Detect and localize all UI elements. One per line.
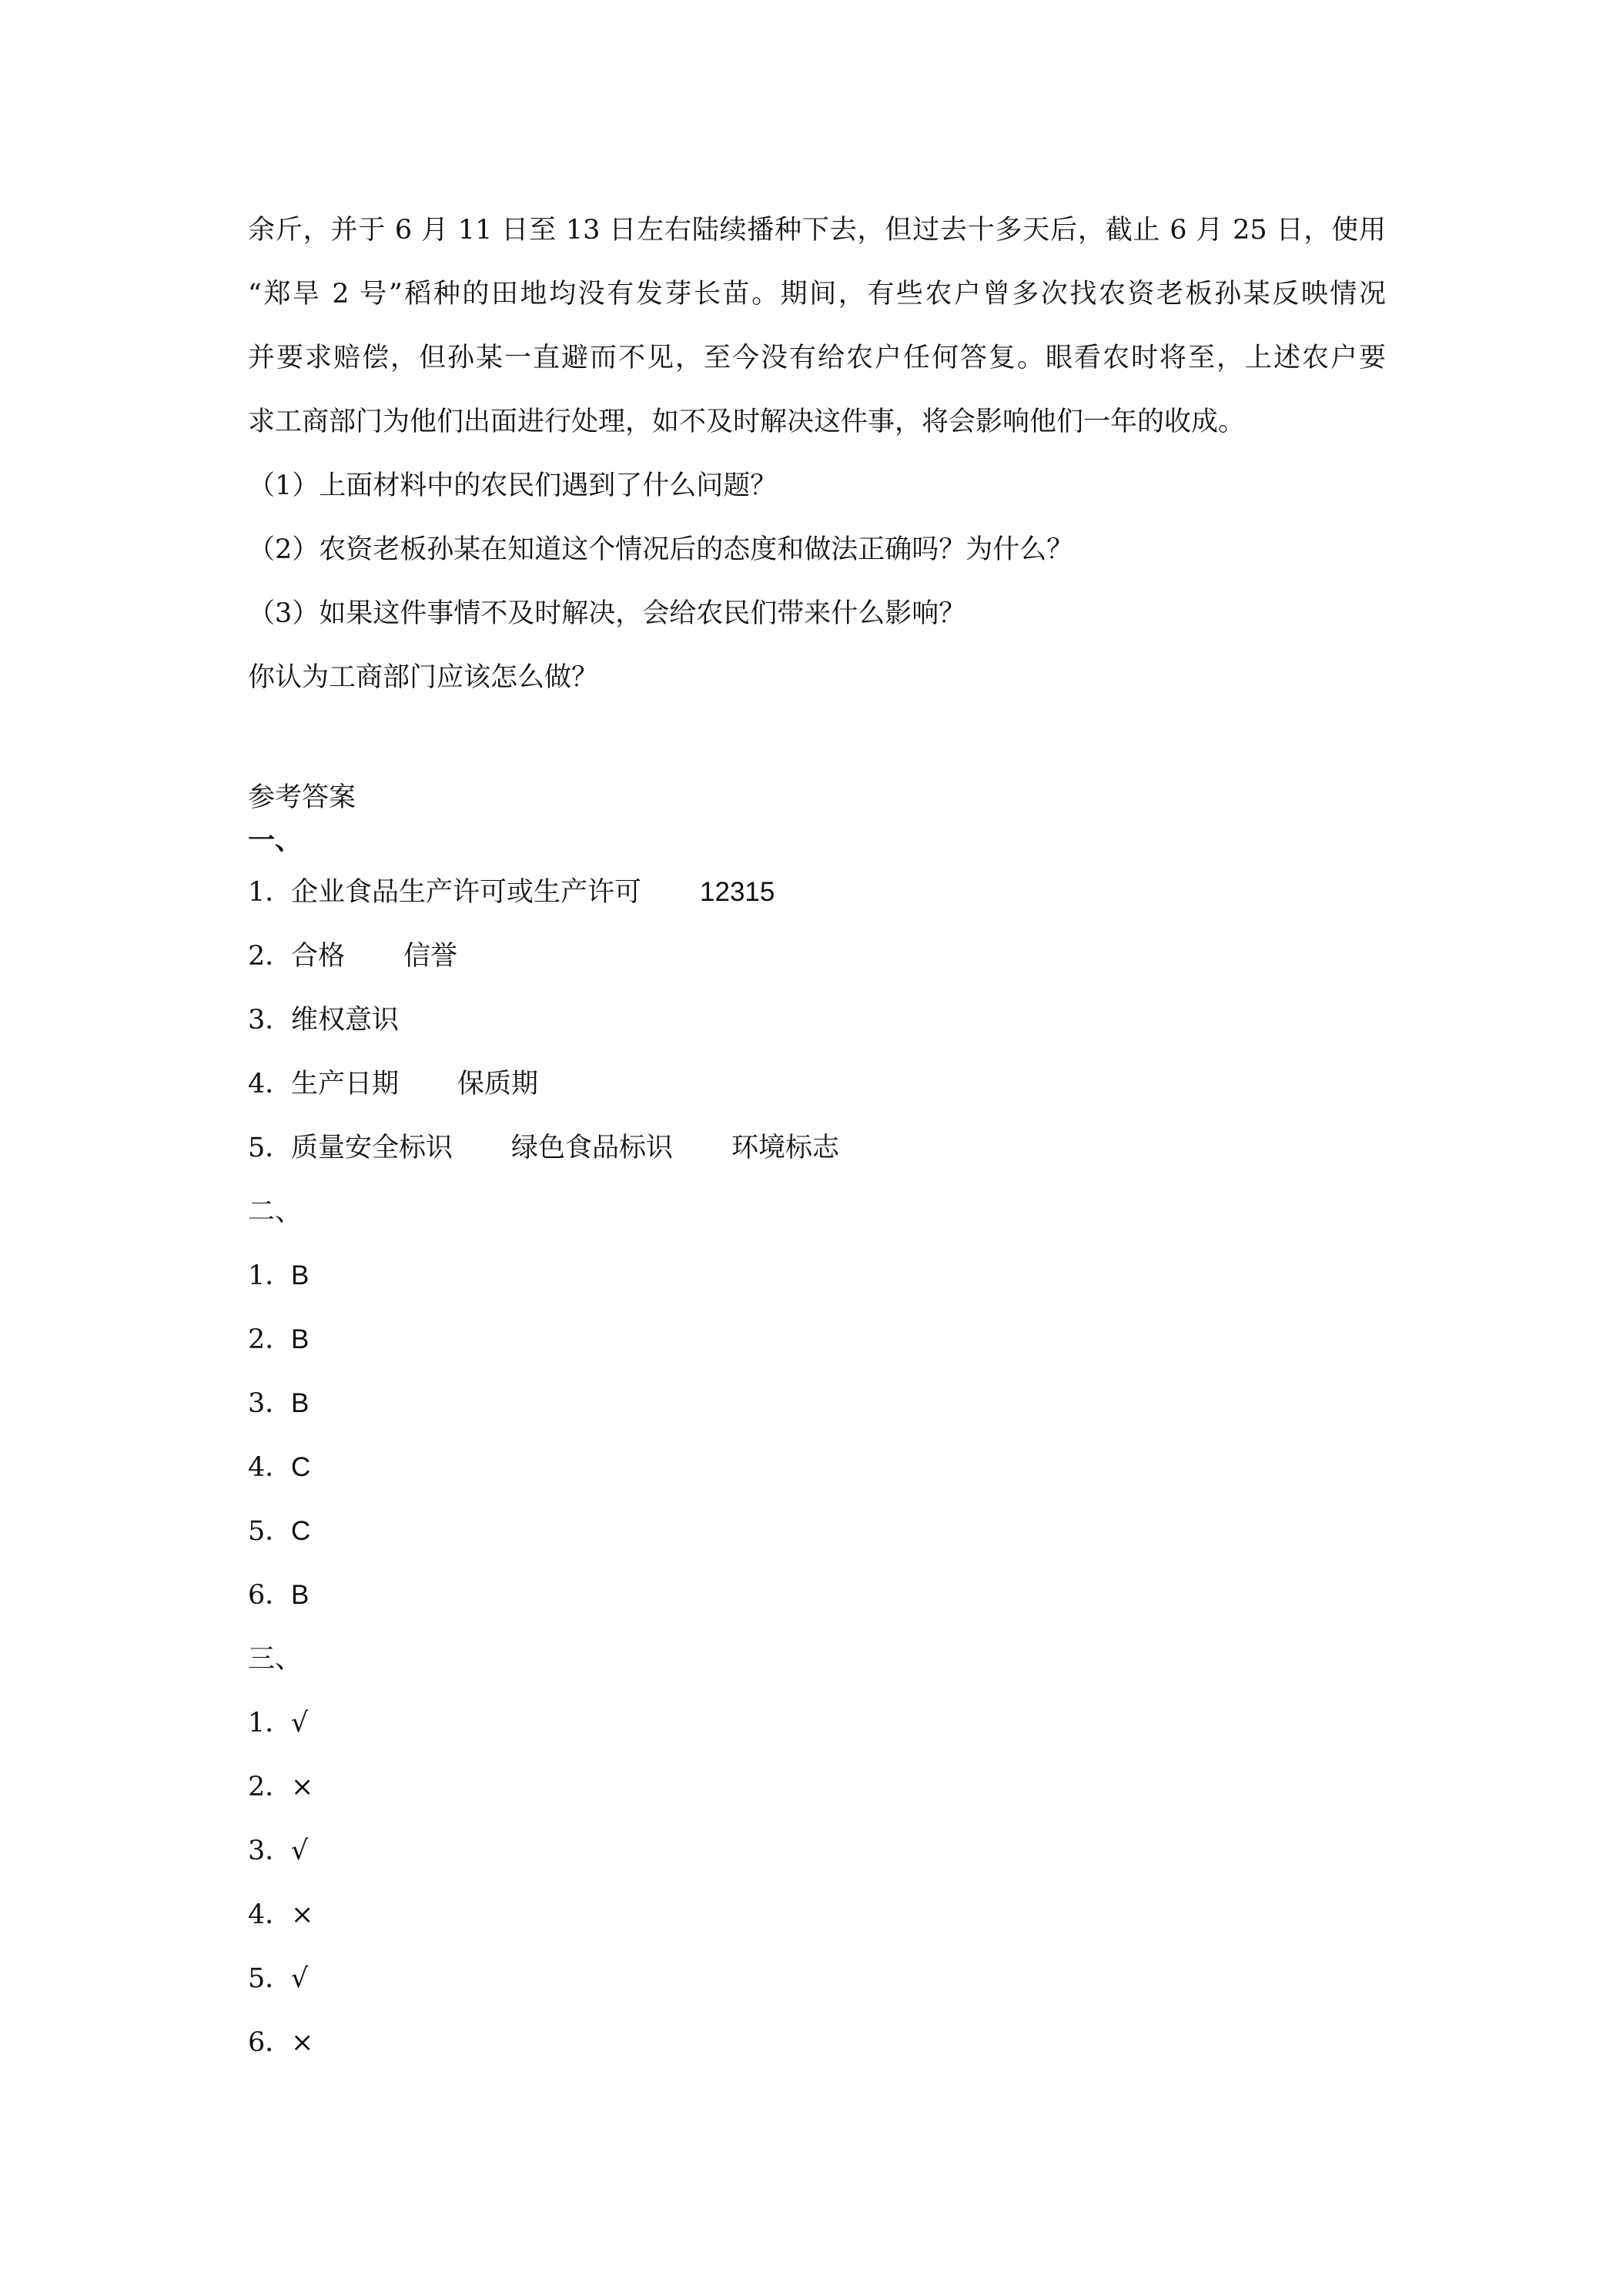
answer-1-5 xyxy=(248,1130,839,1166)
answer-number: 2． xyxy=(248,1324,293,1355)
answer-value: C xyxy=(291,1516,311,1546)
answer-number: 1． xyxy=(248,1260,293,1291)
answer-number: 5． xyxy=(248,1133,293,1163)
answer-value: B xyxy=(291,1388,310,1418)
answer-number: 2． xyxy=(248,1772,293,1802)
question-3: （3）如果这件事情不及时解决，会给农民们带来什么影响？ xyxy=(248,598,966,629)
section-1-label: 一、 xyxy=(248,825,303,856)
answer-part: 环境标志 xyxy=(731,1133,840,1163)
answer-number: 2． xyxy=(248,941,293,972)
answer-2-5 xyxy=(248,1513,310,1550)
answer-number: 3． xyxy=(248,1836,293,1866)
answer-part: 信誉 xyxy=(403,941,458,972)
passage-line: 求工商部门为他们出面进行处理，如不及时解决这件事，将会影响他们一年的收成。 xyxy=(248,407,1246,437)
answer-part: 12315 xyxy=(700,877,775,907)
question-1: （1）上面材料中的农民们遇到了什么问题？ xyxy=(248,470,778,501)
answer-part: 企业食品生产许可或生产许可 xyxy=(291,877,642,908)
answer-number: 6． xyxy=(248,1580,293,1611)
answer-part: 生产日期 xyxy=(291,1069,400,1099)
cross-mark: × xyxy=(291,2027,314,2058)
cross-mark: × xyxy=(291,1772,314,1802)
cross-mark: × xyxy=(291,1899,314,1930)
answer-part: 合格 xyxy=(291,941,346,972)
question-2: （2）农资老板孙某在知道这个情况后的态度和做法正确吗？为什么？ xyxy=(248,534,1074,565)
answer-number: 3． xyxy=(248,1388,293,1419)
passage-line: 余斤，并于 6 月 11 日至 13 日左右陆续播种下去，但过去十多天后，截止 6 月 25 日，使用 xyxy=(248,215,1386,246)
answer-3-6 xyxy=(248,2024,313,2061)
answer-number: 1． xyxy=(248,877,293,908)
answer-3-4 xyxy=(248,1896,313,1933)
answer-value: B xyxy=(291,1260,310,1290)
answer-1-1 xyxy=(248,874,775,911)
answer-part: 保质期 xyxy=(457,1069,539,1099)
answer-part: 维权意识 xyxy=(291,1005,400,1036)
answer-number: 6． xyxy=(248,2027,293,2058)
check-mark: √ xyxy=(291,1963,309,1994)
section-3-label: 三、 xyxy=(248,1644,303,1675)
answer-number: 5． xyxy=(248,1516,293,1547)
answer-2-3 xyxy=(248,1385,309,1422)
answer-3-2 xyxy=(248,1769,313,1806)
check-mark: √ xyxy=(291,1708,309,1739)
answer-2-2 xyxy=(248,1321,309,1358)
answer-3-3 xyxy=(248,1832,308,1869)
answer-number: 4． xyxy=(248,1069,293,1099)
answer-value: C xyxy=(291,1452,311,1482)
answer-2-1 xyxy=(248,1257,309,1294)
answer-number: 5． xyxy=(248,1963,293,1994)
answer-1-2 xyxy=(248,938,457,975)
check-mark: √ xyxy=(291,1836,309,1866)
passage-line: “郑旱 2 号”稻种的田地均没有发芽长苗。期间，有些农户曾多次找农资老板孙某反映情况 xyxy=(248,279,1386,310)
section-2-label: 二、 xyxy=(248,1197,303,1227)
answer-number: 4． xyxy=(248,1899,293,1930)
answer-number: 3． xyxy=(248,1005,293,1036)
question-4: 你认为工商部门应该怎么做？ xyxy=(248,662,599,693)
answer-value: B xyxy=(291,1324,310,1354)
answer-2-4 xyxy=(248,1449,310,1486)
passage-line: 并要求赔偿，但孙某一直避而不见，至今没有给农户任何答复。眼看农时将至，上述农户要 xyxy=(248,343,1386,373)
answer-1-3 xyxy=(248,1002,399,1039)
answer-part: 绿色食品标识 xyxy=(511,1133,674,1163)
answer-value: B xyxy=(291,1580,310,1610)
answer-3-5 xyxy=(248,1960,308,1997)
answer-1-4 xyxy=(248,1066,538,1103)
answer-part: 质量安全标识 xyxy=(291,1133,453,1163)
answers-heading: 参考答案 xyxy=(248,782,356,813)
answer-3-1 xyxy=(248,1705,308,1742)
answer-number: 4． xyxy=(248,1452,293,1483)
answer-2-6 xyxy=(248,1577,309,1614)
answer-number: 1． xyxy=(248,1708,293,1739)
